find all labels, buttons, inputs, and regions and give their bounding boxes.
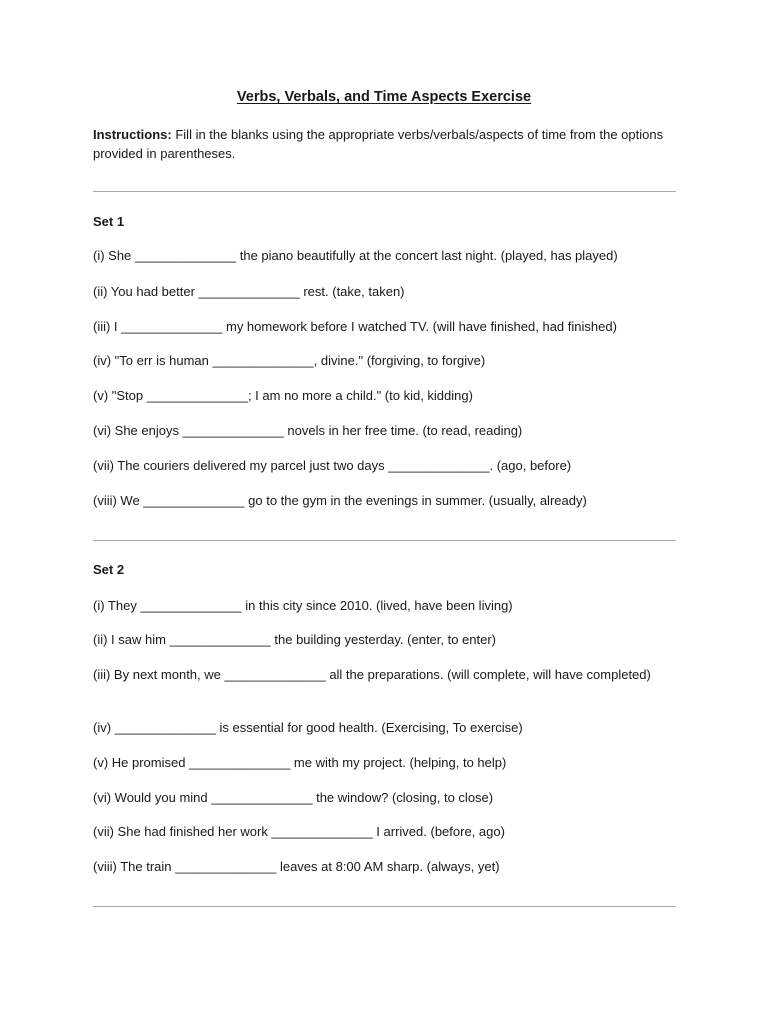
question-item: (ii) You had better ______________ rest. (take, taken) bbox=[93, 284, 405, 299]
question-item: (v) He promised ______________ me with my project. (helping, to help) bbox=[93, 755, 507, 770]
question-item: (iv) "To err is human ______________, divine." (forgiving, to forgive) bbox=[93, 353, 486, 368]
question-item: (viii) The train ______________ leaves at 8:00 AM sharp. (always, yet) bbox=[93, 859, 500, 874]
question-item: (viii) We ______________ go to the gym in the evenings in summer. (usually, already) bbox=[93, 493, 587, 508]
set-1-heading: Set 1 bbox=[93, 214, 125, 229]
question-item: (i) She ______________ the piano beautifully at the concert last night. (played, has played) bbox=[93, 248, 618, 263]
question-item: (v) "Stop ______________; I am no more a child." (to kid, kidding) bbox=[93, 388, 473, 403]
question-item: (ii) I saw him ______________ the building yesterday. (enter, to enter) bbox=[93, 632, 496, 647]
divider bbox=[93, 191, 676, 192]
divider bbox=[93, 540, 676, 541]
divider bbox=[93, 906, 676, 907]
question-item: (vii) She had finished her work ______________ I arrived. (before, ago) bbox=[93, 824, 505, 839]
question-item: (vii) The couriers delivered my parcel just two days ______________. (ago, before) bbox=[93, 458, 572, 473]
question-item: (iii) By next month, we ______________ all the preparations. (will complete, will have completed) bbox=[93, 667, 651, 682]
question-item: (iii) I ______________ my homework before I watched TV. (will have finished, had finished) bbox=[93, 319, 617, 334]
instructions-text: Fill in the blanks using the appropriate verbs/verbals/aspects of time from the options provided in parentheses. bbox=[93, 127, 664, 161]
instructions-label: Instructions: bbox=[93, 127, 172, 142]
question-item: (i) They ______________ in this city since 2010. (lived, have been living) bbox=[93, 598, 513, 613]
question-item: (vi) Would you mind ______________ the window? (closing, to close) bbox=[93, 790, 494, 805]
question-item: (vi) She enjoys ______________ novels in her free time. (to read, reading) bbox=[93, 423, 523, 438]
page-title: Verbs, Verbals, and Time Aspects Exercise bbox=[236, 89, 532, 105]
question-item: (iv) ______________ is essential for good health. (Exercising, To exercise) bbox=[93, 720, 523, 735]
set-2-heading: Set 2 bbox=[93, 562, 125, 577]
instructions bbox=[93, 125, 683, 163]
